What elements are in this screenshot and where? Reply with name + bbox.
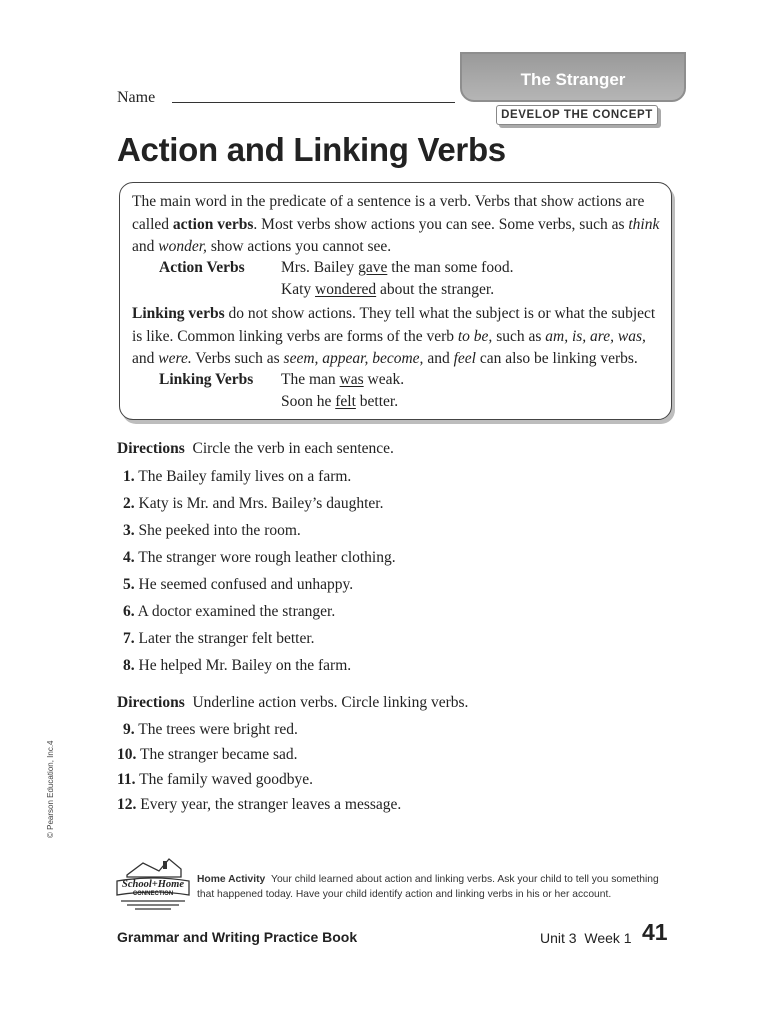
item-sentence[interactable]: The Bailey family lives on a farm. bbox=[138, 468, 352, 485]
example-text: Mrs. Bailey bbox=[281, 259, 359, 276]
item-number: 4. bbox=[123, 549, 135, 566]
intro-text: and bbox=[132, 238, 159, 255]
exercise-item-2[interactable] bbox=[123, 495, 383, 513]
linking-example-2 bbox=[281, 393, 398, 411]
intro-italic: think bbox=[628, 215, 660, 233]
directions-text: Circle the verb in each sentence. bbox=[192, 440, 394, 457]
action-example-2 bbox=[281, 281, 494, 299]
linking-verbs-label: Linking Verbs bbox=[159, 371, 254, 388]
exercise-item-5[interactable] bbox=[123, 576, 353, 594]
item-sentence[interactable]: The trees were bright red. bbox=[138, 721, 298, 738]
exercise-item-12[interactable] bbox=[117, 796, 401, 814]
example-text: better. bbox=[355, 393, 399, 410]
example-text: Katy bbox=[281, 281, 316, 298]
linking-italic: seem, appear, become, bbox=[283, 350, 424, 367]
example-text: The man bbox=[281, 371, 340, 388]
linking-text: can also be linking verbs. bbox=[475, 350, 638, 367]
item-sentence[interactable]: Later the stranger felt better. bbox=[138, 630, 315, 647]
story-tab bbox=[460, 52, 686, 104]
item-number: 12. bbox=[117, 796, 137, 813]
item-sentence[interactable]: Every year, the stranger leaves a message. bbox=[140, 796, 402, 813]
item-sentence[interactable]: He seemed confused and unhappy. bbox=[138, 576, 354, 593]
linking-example-1 bbox=[281, 371, 404, 389]
directions-text: Underline action verbs. Circle linking verbs. bbox=[192, 694, 469, 711]
footer-unit-week: Unit 3 Week 1 bbox=[540, 930, 632, 946]
copyright-notice: © Pearson Education, Inc.4 bbox=[46, 740, 55, 838]
example-text: Soon he bbox=[281, 393, 336, 410]
action-verbs-label: Action Verbs bbox=[159, 259, 245, 276]
example-verb: felt bbox=[335, 393, 356, 410]
exercise-item-9[interactable] bbox=[123, 721, 298, 739]
linking-paragraph bbox=[132, 303, 662, 371]
name-input-line[interactable] bbox=[172, 102, 455, 103]
example-verb: wondered bbox=[315, 281, 377, 298]
home-activity-label: Home Activity bbox=[197, 874, 266, 885]
directions-1 bbox=[117, 440, 394, 458]
directions-label: Directions bbox=[117, 440, 185, 457]
linking-verbs-term: Linking verbs bbox=[132, 305, 225, 322]
home-activity-text: Your child learned about action and linking verbs. Ask your child to tell you something that happened today. Have your child identify action and linking verbs in his or her account. bbox=[197, 874, 659, 900]
home-activity-note bbox=[197, 872, 667, 902]
example-text: weak. bbox=[363, 371, 405, 388]
exercise-item-6[interactable] bbox=[123, 603, 335, 621]
item-number: 8. bbox=[123, 657, 135, 674]
item-sentence[interactable]: He helped Mr. Bailey on the farm. bbox=[138, 657, 352, 674]
page-title: Action and Linking Verbs bbox=[117, 131, 506, 168]
intro-text: . Most verbs show actions you can see. Some verbs, such as bbox=[253, 215, 629, 233]
linking-text: and bbox=[132, 350, 159, 367]
item-sentence[interactable]: The stranger became sad. bbox=[139, 746, 298, 763]
item-sentence[interactable]: She peeked into the room. bbox=[138, 522, 301, 539]
logo-path-icon bbox=[121, 901, 185, 909]
linking-italic: were. bbox=[158, 350, 192, 367]
story-title: The Stranger bbox=[520, 70, 626, 89]
linking-text: Verbs such as bbox=[191, 350, 284, 367]
item-number: 3. bbox=[123, 522, 135, 539]
directions-label: Directions bbox=[117, 694, 185, 711]
footer-book-title: Grammar and Writing Practice Book bbox=[117, 929, 358, 945]
linking-italic: am, is, are, was, bbox=[545, 327, 646, 345]
item-sentence[interactable]: The family waved goodbye. bbox=[139, 771, 314, 788]
intro-text: show actions you cannot see. bbox=[206, 238, 392, 255]
example-verb: gave bbox=[358, 259, 388, 276]
example-text: about the stranger. bbox=[376, 281, 495, 298]
logo-houses-icon bbox=[127, 859, 181, 877]
exercise-item-3[interactable] bbox=[123, 522, 301, 540]
item-sentence[interactable]: A doctor examined the stranger. bbox=[137, 603, 336, 620]
intro-paragraph bbox=[132, 191, 662, 259]
item-number: 6. bbox=[123, 603, 135, 620]
page-number: 41 bbox=[642, 919, 668, 945]
item-sentence[interactable]: The stranger wore rough leather clothing. bbox=[138, 549, 396, 566]
item-number: 5. bbox=[123, 576, 135, 593]
item-sentence[interactable]: Katy is Mr. and Mrs. Bailey’s daughter. bbox=[138, 495, 384, 512]
example-verb: was bbox=[339, 371, 364, 388]
intro-italic: wonder, bbox=[158, 238, 207, 255]
action-example-1 bbox=[281, 259, 513, 277]
item-number: 9. bbox=[123, 721, 135, 738]
school-home-connection-logo bbox=[113, 855, 193, 913]
logo-chimney-icon bbox=[163, 861, 167, 869]
logo-line-2: CONNECTION bbox=[132, 891, 174, 897]
item-number: 11. bbox=[117, 771, 136, 788]
linking-text: and bbox=[423, 350, 454, 367]
item-number: 2. bbox=[123, 495, 135, 512]
linking-italic: feel bbox=[453, 350, 476, 367]
directions-2 bbox=[117, 694, 468, 712]
exercise-item-11[interactable] bbox=[117, 771, 313, 789]
exercise-item-8[interactable] bbox=[123, 657, 351, 675]
item-number: 10. bbox=[117, 746, 137, 763]
example-text: the man some food. bbox=[387, 259, 514, 276]
exercise-item-7[interactable] bbox=[123, 630, 315, 648]
exercise-item-1[interactable] bbox=[123, 468, 351, 486]
logo-line-1: School+Home bbox=[122, 879, 184, 890]
linking-text: such as bbox=[492, 327, 546, 345]
item-number: 1. bbox=[123, 468, 135, 485]
intro-text: The main word in the predicate of a sentence is a verb. Verbs that show actions are called bbox=[132, 193, 645, 233]
exercise-item-4[interactable] bbox=[123, 549, 396, 567]
linking-text: do not show actions. They tell what the subject is or what the subject is like. Common linking verbs are forms of the verb bbox=[132, 305, 656, 345]
linking-italic: to be, bbox=[457, 327, 493, 345]
name-label: Name bbox=[117, 89, 156, 106]
item-number: 7. bbox=[123, 630, 135, 647]
exercise-item-10[interactable] bbox=[117, 746, 298, 764]
concept-badge: DEVELOP THE CONCEPT bbox=[496, 105, 658, 125]
action-verbs-term: action verbs bbox=[172, 215, 254, 233]
